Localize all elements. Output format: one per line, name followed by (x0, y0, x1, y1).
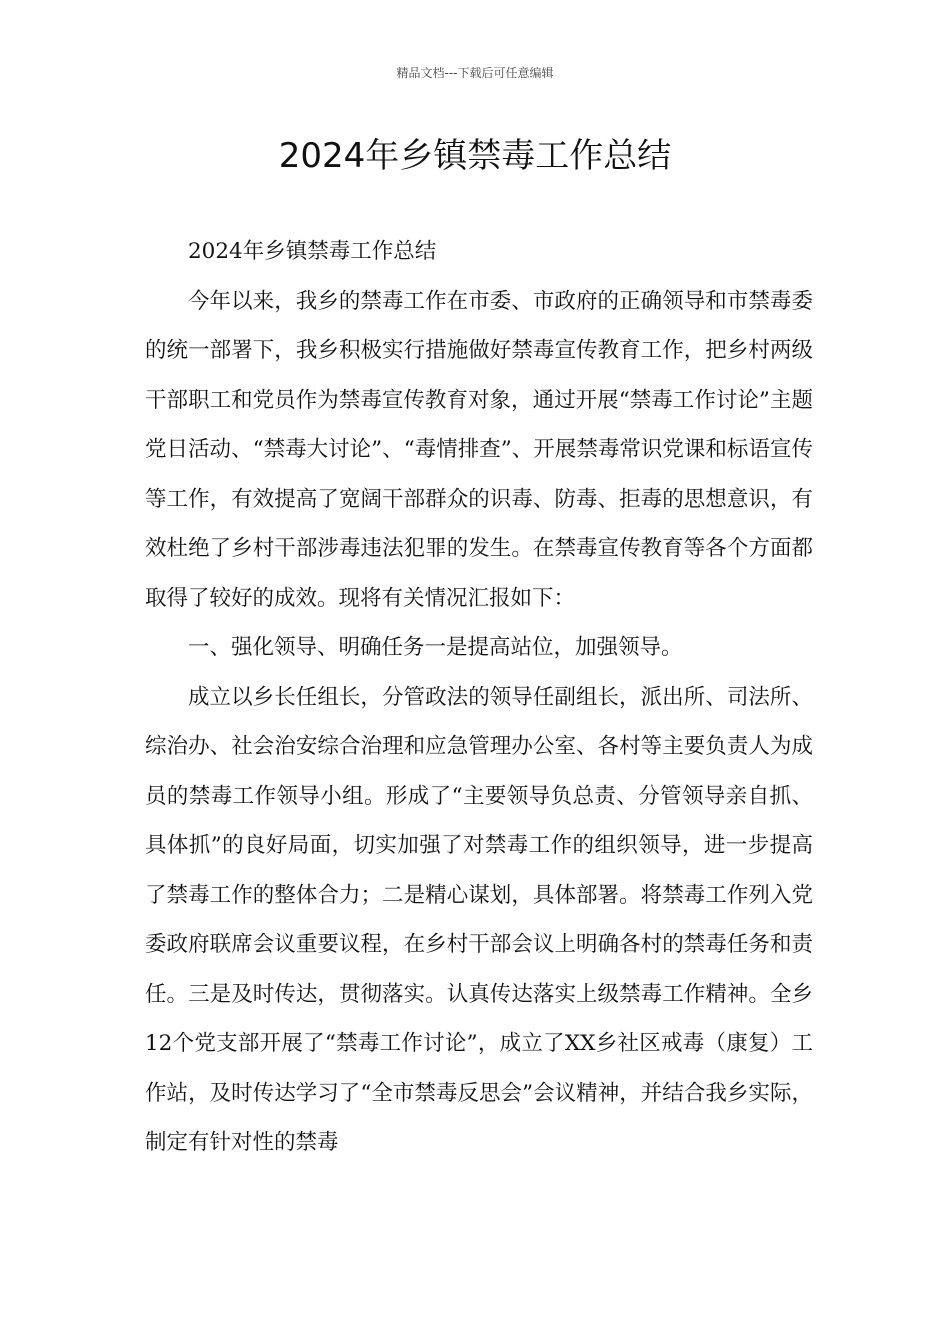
paragraph-subtitle: 2024年乡镇禁毒工作总结 (188, 239, 437, 264)
paragraph-leadership: 成立以乡长任组长，分管政法的领导任副组长，派出所、司法所、综治办、社会治安综合治理和应急管理办公室、各村等主要负责人为成员的禁毒工作领导小组。形成了“主要领导负总责、分管领导亲自抓、具体抓”的良好局面，切实加强了对禁毒工作的组织领导，进一步提高了禁毒工作的整体合力；二是精心谋划，具体部署。将禁毒工作列入党委政府联席会议重要议程，在乡村干部会议上明确各村的禁毒任务和责任。三是及时传达，贯彻落实。认真传达落实上级禁毒工作精神。全乡12个党支部开展了“禁毒工作讨论”，成立了XX乡社区戒毒（康复）工作站，及时传达学习了“全市禁毒反思会”会议精神，并结合我乡实际，制定有针对性的禁毒 (145, 684, 813, 1155)
paragraph-section-heading: 一、强化领导、明确任务一是提高站位，加强领导。 (188, 635, 683, 660)
document-title: 2024年乡镇禁毒工作总结 (278, 136, 672, 176)
paragraph-intro: 今年以来，我乡的禁毒工作在市委、市政府的正确领导和市禁毒委的统一部署下，我乡积极实行措施做好禁毒宣传教育工作，把乡村两级干部职工和党员作为禁毒宣传教育对象，通过开展“禁毒工作讨论”主题党日活动、“禁毒大讨论”、“毒情排查”、开展禁毒常识党课和标语宣传等工作，有效提高了宽阔干部群众的识毒、防毒、拒毒的思想意识，有效杜绝了乡村干部涉毒违法犯罪的发生。在禁毒宣传教育等各个方面都取得了较好的成效。现将有关情况汇报如下： (145, 288, 813, 611)
document-body (145, 227, 813, 1168)
header-note: 精品文档---下载后可任意编辑 (396, 66, 554, 80)
